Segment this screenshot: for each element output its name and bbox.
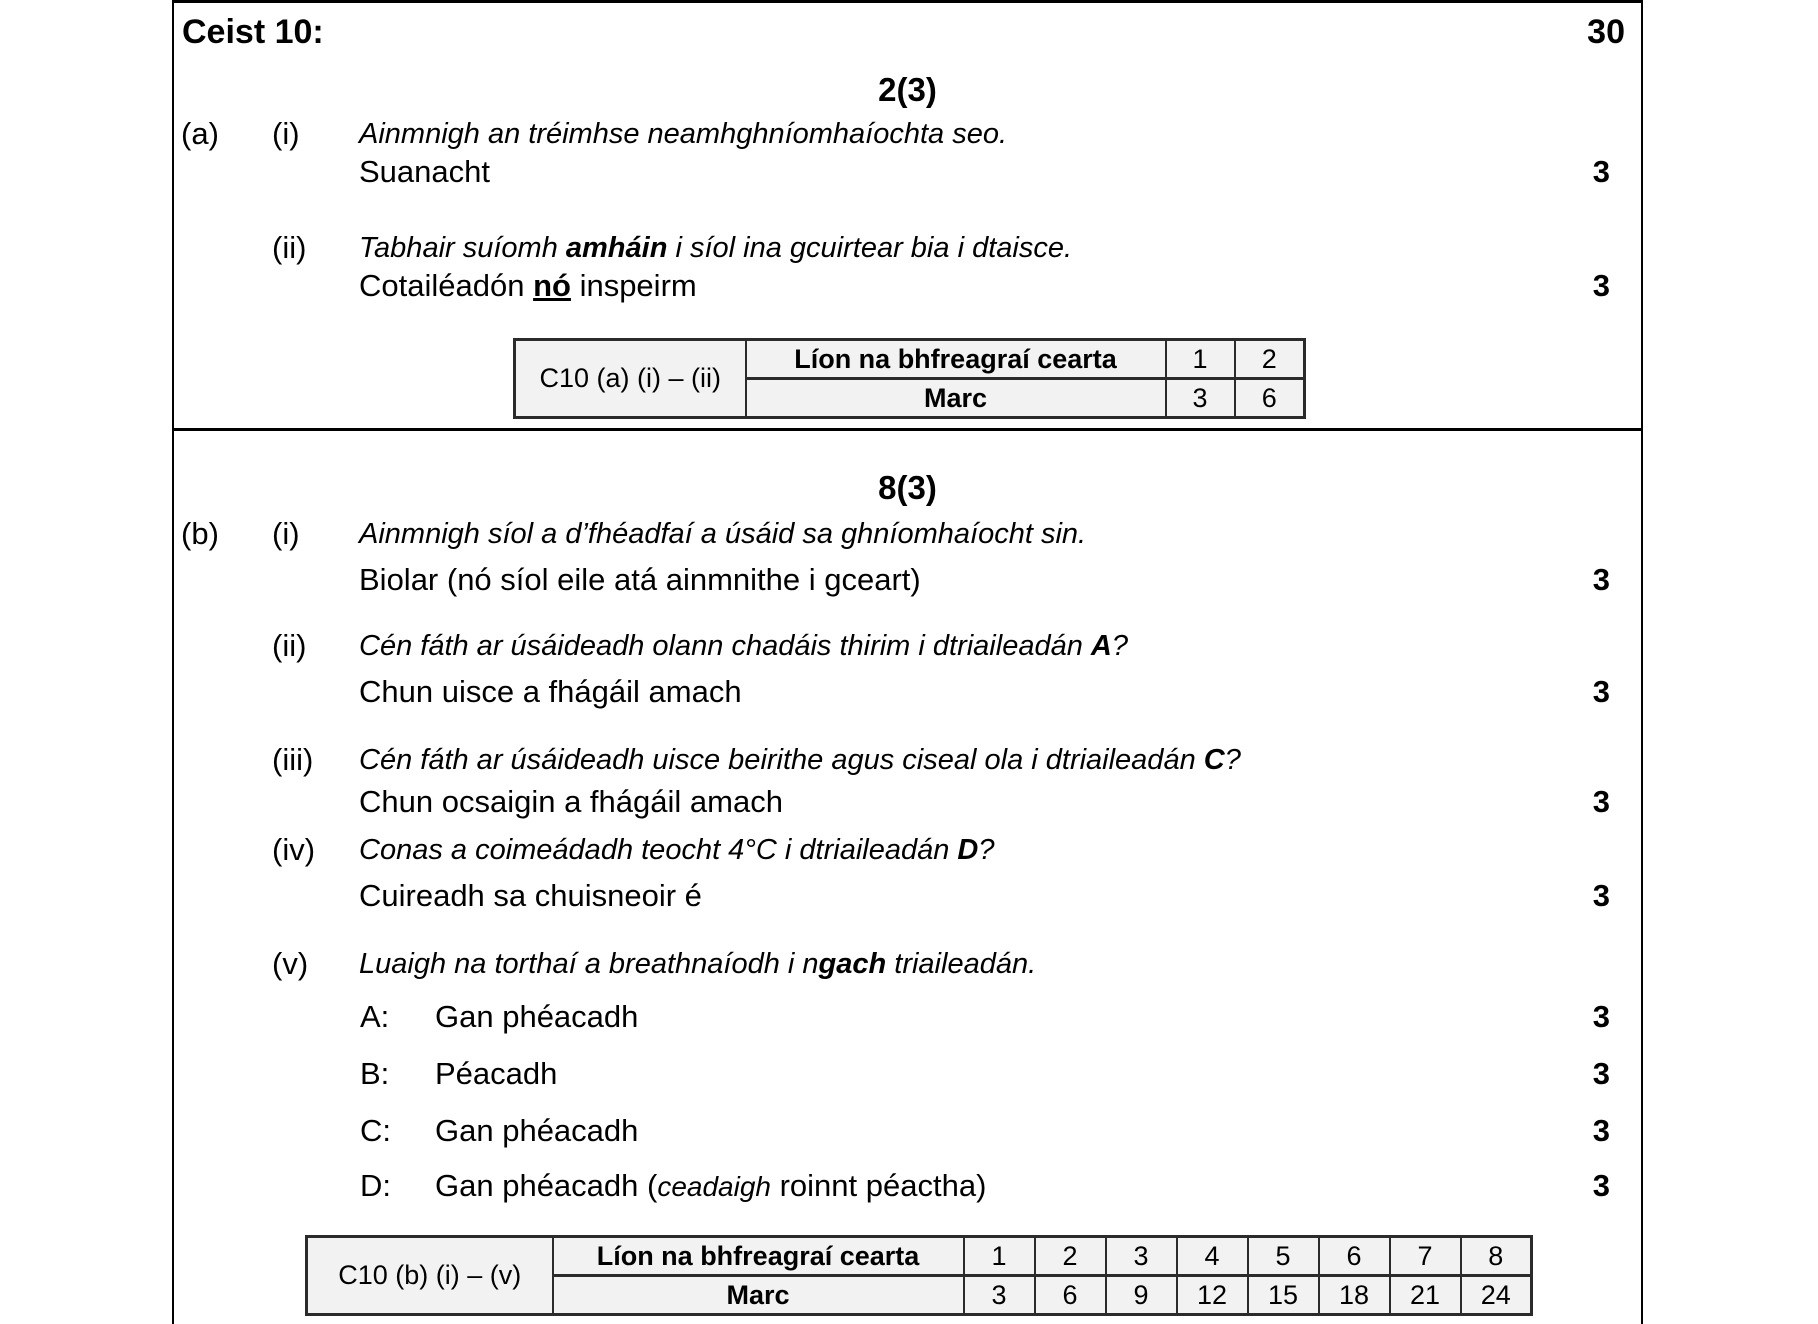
- result-row-b: [174, 1053, 1641, 1095]
- table-count-cell: 6: [1319, 1237, 1390, 1276]
- question-pre: Tabhair suíomh: [359, 232, 566, 264]
- section-a-heading: 2(3): [878, 71, 937, 108]
- section-a-label: (a): [181, 116, 219, 151]
- item-number-a-i: (i): [272, 116, 300, 151]
- result-row-c: [174, 1110, 1641, 1152]
- question-pre: Luaigh na torthaí a breathnaíodh i n: [359, 948, 819, 980]
- table-row-label-a: C10 (a) (i) – (ii): [515, 340, 746, 418]
- result-letter-c: C:: [360, 1113, 391, 1148]
- question-row-a-i: [174, 113, 1641, 155]
- result-letter-d: D:: [360, 1168, 391, 1203]
- question-post: ?: [978, 834, 995, 866]
- question-title: Ceist 10:: [182, 13, 324, 51]
- question-row-b-iv: [174, 829, 1641, 871]
- item-number-b-iii: (iii): [272, 742, 314, 777]
- result-post: roinnt péactha): [770, 1168, 987, 1203]
- result-pre: Gan phéacadh: [435, 999, 639, 1034]
- answer-row-a-ii: [174, 265, 1641, 307]
- result-italic: ceadaigh: [657, 1171, 771, 1202]
- answer-row-b-iii: [174, 781, 1641, 823]
- mark-b-iii: 3: [1592, 784, 1610, 819]
- marks-table-b: [305, 1235, 1533, 1316]
- answer-text-b-iv: Cuireadh sa chuisneoir é: [359, 878, 702, 913]
- table-count-cell: 8: [1461, 1237, 1532, 1276]
- answer-pre: Suanacht: [359, 154, 490, 189]
- mark-a-i: 3: [1592, 154, 1610, 189]
- result-letter-b: B:: [360, 1056, 390, 1091]
- question-bold: C: [1203, 744, 1225, 776]
- table-count-cell: 2: [1235, 340, 1305, 379]
- marks-table-a: [513, 338, 1306, 419]
- table-count-cell: 1: [1166, 340, 1235, 379]
- table-mark-cell: 15: [1248, 1276, 1319, 1315]
- question-pre: Cén fáth ar úsáideadh olann chadáis thirim i dtriaileadán: [359, 630, 1091, 662]
- question-bold: A: [1090, 630, 1112, 662]
- question-row-a-ii: [174, 227, 1641, 269]
- question-text-a-i: [359, 113, 1007, 155]
- answer-row-b-ii: [174, 671, 1641, 713]
- answer-text-b-ii: Chun uisce a fhágáil amach: [359, 674, 742, 709]
- question-post: ?: [1111, 630, 1128, 662]
- item-number-b-iv: (iv): [272, 832, 316, 867]
- table-marc-label-b: Marc: [553, 1276, 964, 1315]
- table-count-cell: 5: [1248, 1237, 1319, 1276]
- section-b-label: (b): [181, 516, 219, 551]
- item-number-a-ii: (ii): [272, 230, 307, 265]
- item-number-b-v: (v): [272, 946, 309, 981]
- table-mark-cell: 18: [1319, 1276, 1390, 1315]
- answer-text-a-ii: [359, 265, 697, 307]
- question-text-b-iv: [359, 829, 995, 871]
- mark-a-ii: 3: [1592, 268, 1610, 303]
- table-count-cell: 3: [1106, 1237, 1177, 1276]
- answer-text-a-i: [359, 151, 490, 193]
- table-count-cell: 7: [1390, 1237, 1461, 1276]
- table-mark-cell: 24: [1461, 1276, 1532, 1315]
- result-text-d: [435, 1165, 986, 1208]
- answer-post: inspeirm: [570, 268, 697, 303]
- answer-pre: Cotailéadón: [359, 268, 534, 303]
- question-text-b-v: [359, 943, 1036, 985]
- table-count-cell: 4: [1177, 1237, 1248, 1276]
- table-mark-cell: 6: [1035, 1276, 1106, 1315]
- question-pre: Cén fáth ar úsáideadh uisce beirithe agus ciseal ola i dtriaileadán: [359, 744, 1204, 776]
- question-text-b-iii: [359, 739, 1241, 781]
- question-bold: amháin: [565, 232, 668, 264]
- mark-result-c: 3: [1592, 1113, 1610, 1148]
- question-post: i síol ina gcuirtear bia i dtaisce.: [667, 232, 1073, 264]
- mark-b-ii: 3: [1592, 674, 1610, 709]
- result-row-d: [174, 1165, 1641, 1207]
- question-row-b-iii: [174, 739, 1641, 781]
- answer-text-b-i: Biolar (nó síol eile atá ainmnithe i gceart): [359, 562, 921, 597]
- result-pre: Péacadh: [435, 1056, 558, 1091]
- mark-b-iv: 3: [1592, 878, 1610, 913]
- question-text-a-ii: [359, 227, 1072, 269]
- table-marc-label-a: Marc: [746, 379, 1166, 418]
- item-number-b-ii: (ii): [272, 628, 307, 663]
- result-text-c: [435, 1110, 638, 1153]
- question-row-b-i: [174, 513, 1641, 555]
- table-header-b: Líon na bhfreagraí cearta: [553, 1237, 964, 1276]
- result-pre: Gan phéacadh (: [435, 1168, 658, 1203]
- section-divider: [172, 428, 1643, 431]
- mark-b-i: 3: [1592, 562, 1610, 597]
- table-count-cell: 1: [964, 1237, 1035, 1276]
- marking-scheme-box: [172, 0, 1643, 1324]
- table-count-cell: 2: [1035, 1237, 1106, 1276]
- table-mark-cell: 21: [1390, 1276, 1461, 1315]
- answer-text-b-iii: Chun ocsaigin a fhágáil amach: [359, 784, 783, 819]
- result-text-b: [435, 1053, 557, 1096]
- result-letter-a: A:: [360, 999, 390, 1034]
- answer-row-a-i: [174, 151, 1641, 193]
- question-post: triaileadán.: [886, 948, 1037, 980]
- question-row-b-ii: [174, 625, 1641, 667]
- table-header-a: Líon na bhfreagraí cearta: [746, 340, 1166, 379]
- question-text-b-i: [359, 513, 1086, 555]
- mark-result-d: 3: [1592, 1168, 1610, 1203]
- answer-underline: nó: [533, 268, 571, 303]
- answer-row-b-iv: [174, 875, 1641, 917]
- question-row-b-v: [174, 943, 1641, 985]
- table-mark-cell: 12: [1177, 1276, 1248, 1315]
- result-row-a: [174, 996, 1641, 1038]
- table-mark-cell: 3: [1166, 379, 1235, 418]
- question-pre: Ainmnigh síol a d’fhéadfaí a úsáid sa ghníomhaíocht sin.: [359, 518, 1087, 550]
- question-pre: Ainmnigh an tréimhse neamhghníomhaíochta seo.: [359, 118, 1008, 150]
- table-mark-cell: 6: [1235, 379, 1305, 418]
- total-marks: 30: [1587, 13, 1625, 51]
- question-bold: gach: [818, 948, 887, 980]
- mark-result-a: 3: [1592, 999, 1610, 1034]
- question-text-b-ii: [359, 625, 1128, 667]
- result-text-a: [435, 996, 638, 1039]
- table-mark-cell: 9: [1106, 1276, 1177, 1315]
- answer-row-b-i: [174, 559, 1641, 601]
- table-mark-cell: 3: [964, 1276, 1035, 1315]
- result-pre: Gan phéacadh: [435, 1113, 639, 1148]
- mark-result-b: 3: [1592, 1056, 1610, 1091]
- item-number-b-i: (i): [272, 516, 300, 551]
- question-post: ?: [1224, 744, 1241, 776]
- question-bold: D: [957, 834, 979, 866]
- table-row-label-b: C10 (b) (i) – (v): [307, 1237, 553, 1315]
- question-pre: Conas a coimeádadh teocht 4°C i dtriaileadán: [359, 834, 958, 866]
- section-b-heading: 8(3): [878, 469, 937, 506]
